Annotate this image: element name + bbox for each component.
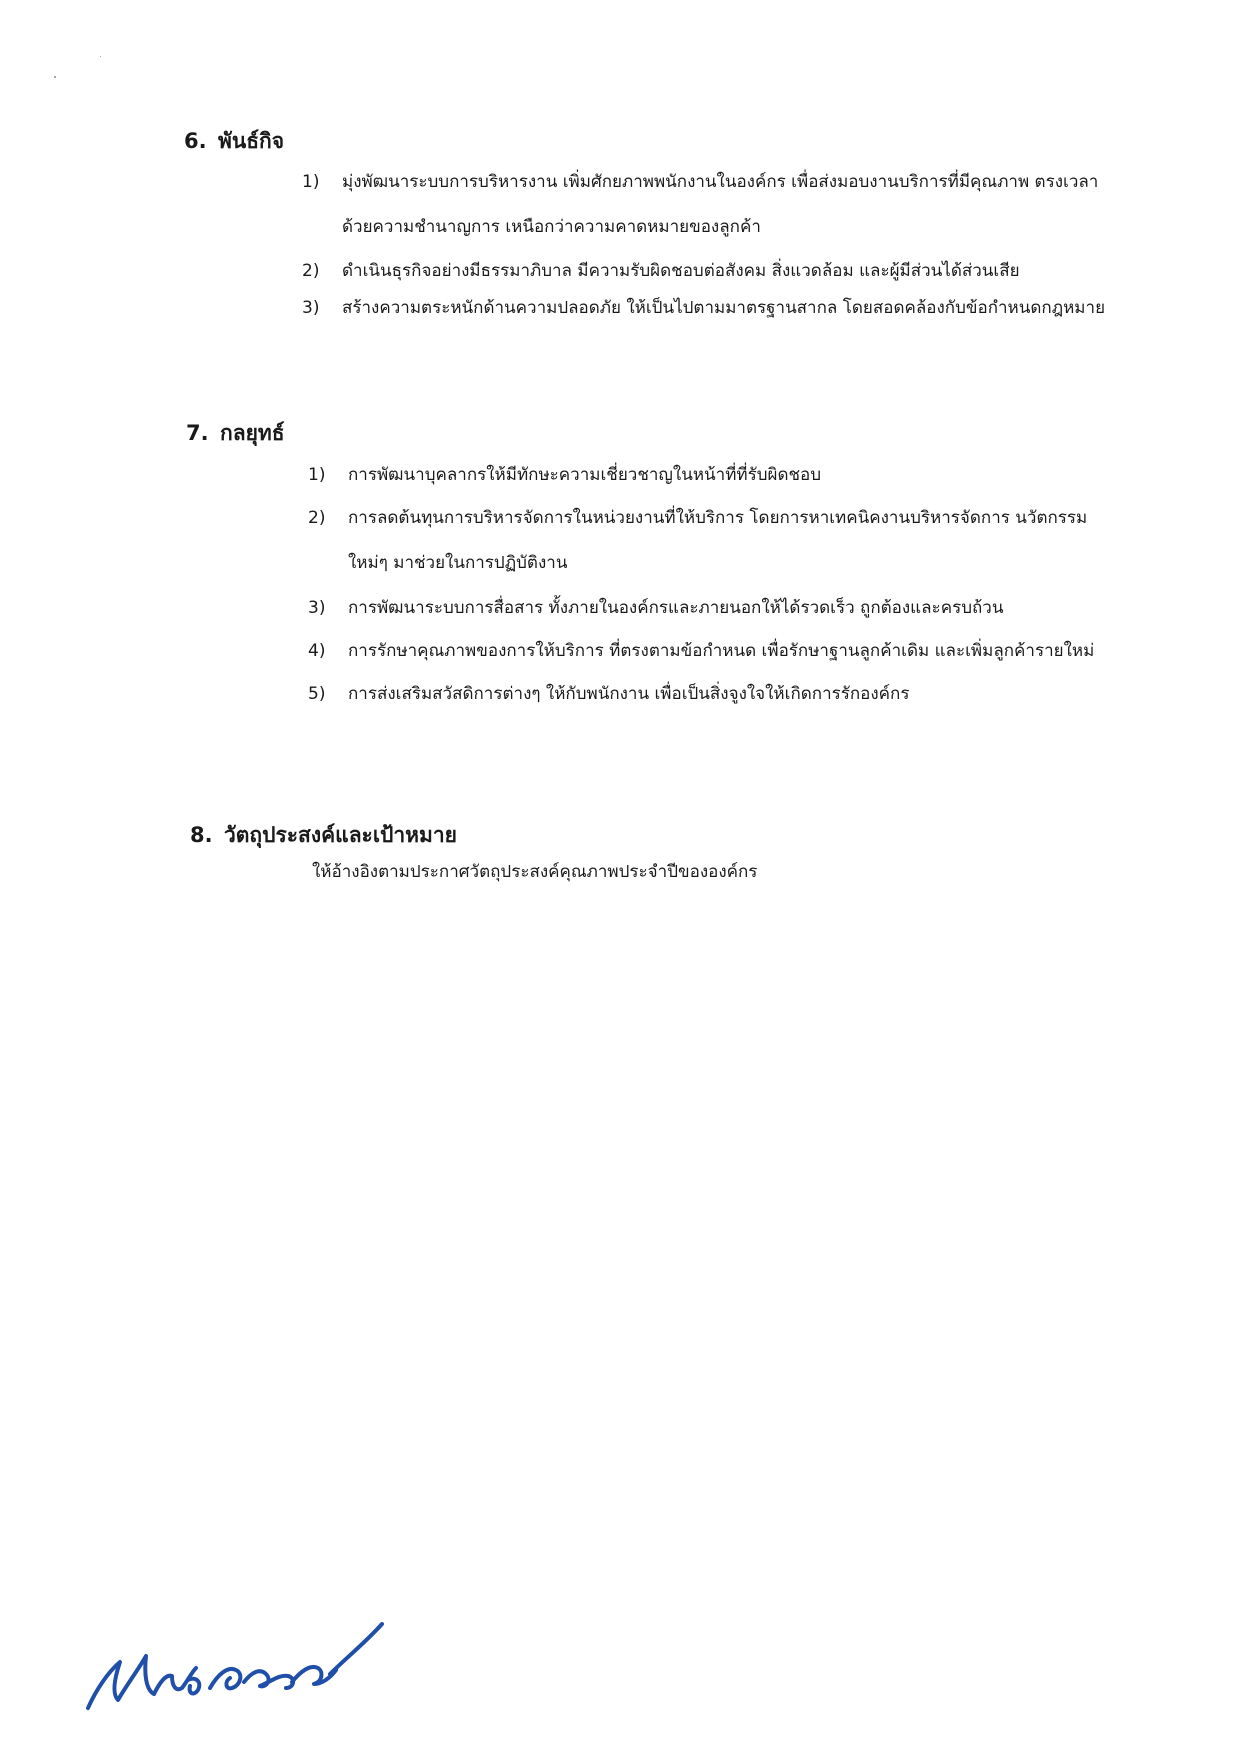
objectives-body: ให้อ้างอิงตามประกาศวัตถุประสงค์คุณภาพประจำปีขององค์กร — [312, 862, 758, 882]
item-number: 2) — [302, 261, 320, 281]
scan-speck — [100, 56, 101, 57]
signature-stroke — [244, 1671, 293, 1688]
item-text: สร้างความตระหนักด้านความปลอดภัย ให้เป็นไปตามมาตรฐานสากล โดยสอดคล้องกับข้อกำหนดกฎหมาย — [342, 298, 1106, 318]
mission-item-2 — [302, 263, 1020, 280]
section-title: วัตถุประสงค์และเป้าหมาย — [224, 823, 457, 847]
mission-item-3 — [302, 300, 1105, 317]
item-number: 4) — [308, 641, 326, 661]
item-text: ดำเนินธุรกิจอย่างมีธรรมาภิบาล มีความรับผิดชอบต่อสังคม สิ่งแวดล้อม และผู้มีส่วนได้ส่วนเสีย — [342, 261, 1020, 281]
section-title: กลยุทธ์ — [220, 421, 285, 445]
item-number: 5) — [308, 684, 326, 704]
item-text: การพัฒนาระบบการสื่อสาร ทั้งภายในองค์กรและภายนอกให้ได้รวดเร็ว ถูกต้องและครบถ้วน — [348, 598, 1004, 618]
strategy-item-1 — [308, 467, 821, 484]
signature-stroke — [88, 1656, 154, 1708]
item-text: การรักษาคุณภาพของการให้บริการ ที่ตรงตามข้อกำหนด เพื่อรักษาฐานลูกค้าเดิม และเพิ่มลูกค้ารายใหม่ — [348, 641, 1095, 661]
section-title: พันธ์กิจ — [218, 129, 285, 153]
signature-stroke — [210, 1669, 240, 1688]
section-number: 7. — [186, 421, 209, 445]
item-text: การลดต้นทุนการบริหารจัดการในหน่วยงานที่ให้บริการ โดยการหาเทคนิคงานบริหารจัดการ นวัตกรรม — [348, 508, 1088, 528]
section-number: 8. — [190, 823, 213, 847]
item-number: 3) — [302, 298, 320, 318]
mission-item-1-continuation: ด้วยความชำนาญการ เหนือกว่าความคาดหมายของลูกค้า — [342, 217, 761, 237]
signature-image — [60, 1590, 400, 1720]
item-text: มุ่งพัฒนาระบบการบริหารงาน เพิ่มศักยภาพพนักงานในองค์กร เพื่อส่งมอบงานบริการที่มีคุณภาพ ตรงเวลา — [342, 172, 1099, 192]
strategy-item-4 — [308, 643, 1094, 660]
signature-stroke — [188, 1679, 199, 1694]
signature-strokes — [88, 1624, 382, 1708]
section-heading-mission — [184, 131, 284, 152]
item-number: 1) — [308, 465, 326, 485]
mission-item-1 — [302, 174, 1098, 191]
item-text: การส่งเสริมสวัสดิการต่างๆ ให้กับพนักงาน เพื่อเป็นสิ่งจูงใจให้เกิดการรักองค์กร — [348, 684, 910, 704]
strategy-item-3 — [308, 600, 1003, 617]
item-number: 1) — [302, 172, 320, 192]
item-number: 2) — [308, 508, 326, 528]
item-text: การพัฒนาบุคลากรให้มีทักษะความเชี่ยวชาญในหน้าที่ที่รับผิดชอบ — [348, 465, 822, 485]
signature-stroke — [330, 1624, 382, 1674]
scan-speck — [54, 76, 56, 78]
strategy-item-5 — [308, 686, 909, 703]
section-heading-strategy — [186, 423, 285, 444]
item-number: 3) — [308, 598, 326, 618]
strategy-item-2-continuation: ใหม่ๆ มาช่วยในการปฏิบัติงาน — [348, 553, 568, 573]
section-number: 6. — [184, 129, 207, 153]
section-heading-objectives — [190, 825, 457, 846]
strategy-item-2 — [308, 510, 1087, 527]
